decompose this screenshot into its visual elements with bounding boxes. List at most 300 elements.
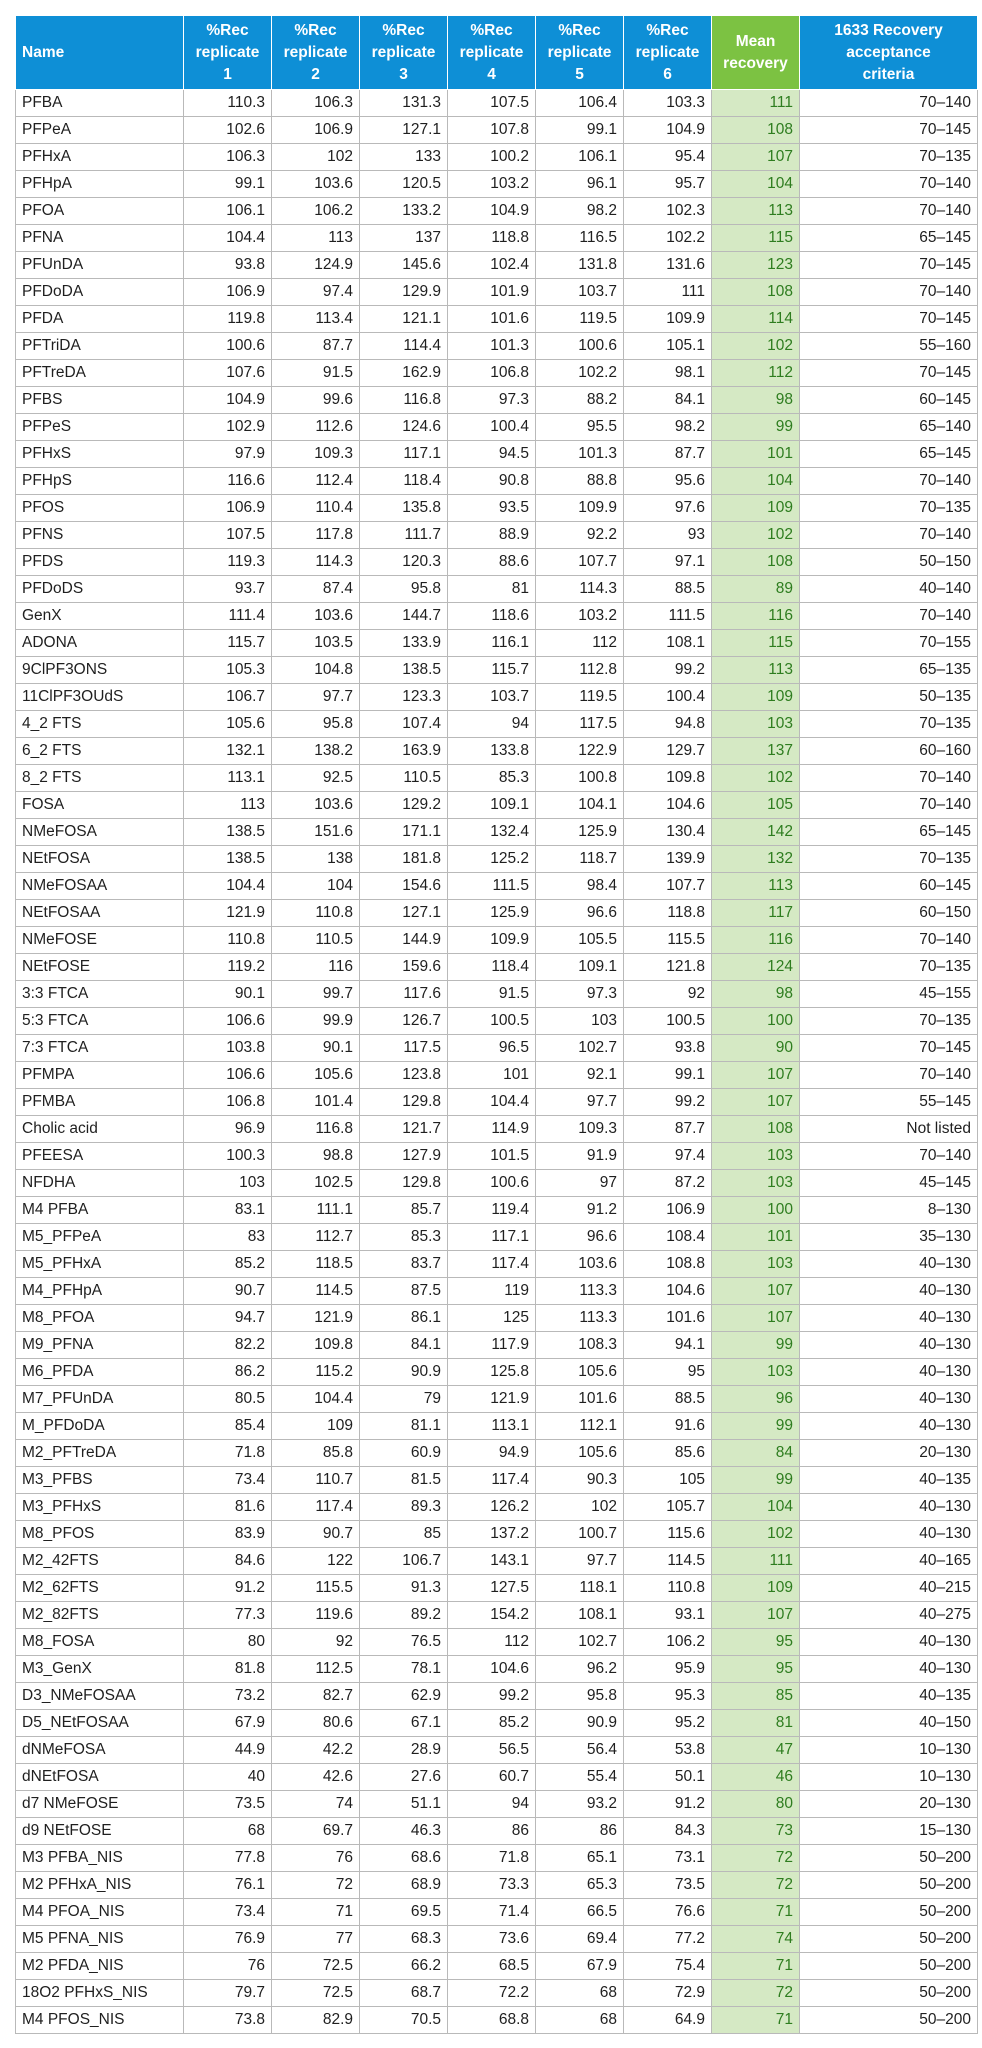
cell-rep-1: 97.9: [184, 441, 272, 468]
cell-rep-4: 154.2: [448, 1602, 536, 1629]
cell-rep-6: 115.6: [624, 1521, 712, 1548]
cell-rep-4: 107.8: [448, 117, 536, 144]
cell-mean-recovery: 115: [712, 630, 800, 657]
cell-rep-1: 83: [184, 1224, 272, 1251]
cell-rep-3: 62.9: [360, 1683, 448, 1710]
cell-acceptance-criteria: 55–145: [800, 1089, 978, 1116]
cell-rep-2: 151.6: [272, 819, 360, 846]
cell-rep-4: 118.6: [448, 603, 536, 630]
cell-rep-5: 105.6: [536, 1440, 624, 1467]
cell-name: M4 PFOA_NIS: [16, 1899, 184, 1926]
cell-rep-1: 138.5: [184, 819, 272, 846]
cell-rep-5: 107.7: [536, 549, 624, 576]
cell-rep-2: 99.7: [272, 981, 360, 1008]
cell-mean-recovery: 71: [712, 1899, 800, 1926]
cell-mean-recovery: 103: [712, 711, 800, 738]
cell-rep-6: 108.1: [624, 630, 712, 657]
cell-rep-2: 42.6: [272, 1764, 360, 1791]
cell-rep-6: 104.6: [624, 1278, 712, 1305]
cell-mean-recovery: 113: [712, 873, 800, 900]
cell-rep-3: 154.6: [360, 873, 448, 900]
cell-rep-1: 107.6: [184, 360, 272, 387]
cell-rep-4: 117.9: [448, 1332, 536, 1359]
cell-rep-6: 94.1: [624, 1332, 712, 1359]
table-row: [16, 333, 978, 360]
cell-acceptance-criteria: 70–140: [800, 1143, 978, 1170]
cell-rep-5: 117.5: [536, 711, 624, 738]
cell-rep-3: 129.8: [360, 1170, 448, 1197]
cell-rep-5: 109.9: [536, 495, 624, 522]
cell-rep-4: 85.2: [448, 1710, 536, 1737]
cell-mean-recovery: 99: [712, 1467, 800, 1494]
cell-acceptance-criteria: 40–130: [800, 1359, 978, 1386]
cell-rep-1: 102.9: [184, 414, 272, 441]
cell-rep-6: 95.4: [624, 144, 712, 171]
cell-rep-3: 68.7: [360, 1980, 448, 2007]
cell-rep-3: 159.6: [360, 954, 448, 981]
cell-rep-5: 95.5: [536, 414, 624, 441]
table-row: [16, 1899, 978, 1926]
cell-name: M3_PFHxS: [16, 1494, 184, 1521]
cell-name: 18O2 PFHxS_NIS: [16, 1980, 184, 2007]
table-row: [16, 1953, 978, 1980]
cell-rep-1: 103: [184, 1170, 272, 1197]
cell-acceptance-criteria: 40–130: [800, 1494, 978, 1521]
cell-mean-recovery: 107: [712, 1062, 800, 1089]
cell-mean-recovery: 102: [712, 765, 800, 792]
cell-acceptance-criteria: Not listed: [800, 1116, 978, 1143]
cell-acceptance-criteria: 50–200: [800, 1872, 978, 1899]
cell-rep-1: 83.9: [184, 1521, 272, 1548]
header-line: %Rec: [558, 21, 601, 39]
cell-rep-6: 100.5: [624, 1008, 712, 1035]
cell-rep-6: 105: [624, 1467, 712, 1494]
table-row: [16, 927, 978, 954]
cell-rep-5: 86: [536, 1818, 624, 1845]
cell-acceptance-criteria: 50–135: [800, 684, 978, 711]
header-line: %Rec: [382, 21, 425, 39]
cell-rep-5: 113.3: [536, 1278, 624, 1305]
table-row: [16, 387, 978, 414]
cell-rep-5: 119.5: [536, 306, 624, 333]
cell-rep-3: 85.3: [360, 1224, 448, 1251]
table-row: [16, 279, 978, 306]
cell-name: M2_62FTS: [16, 1575, 184, 1602]
cell-rep-1: 99.1: [184, 171, 272, 198]
cell-rep-3: 129.2: [360, 792, 448, 819]
table-row: [16, 252, 978, 279]
cell-acceptance-criteria: 50–200: [800, 1899, 978, 1926]
cell-rep-6: 104.6: [624, 792, 712, 819]
cell-acceptance-criteria: 50–200: [800, 1845, 978, 1872]
cell-rep-3: 181.8: [360, 846, 448, 873]
cell-rep-6: 95: [624, 1359, 712, 1386]
cell-rep-6: 106.2: [624, 1629, 712, 1656]
cell-name: PFDoDA: [16, 279, 184, 306]
cell-mean-recovery: 102: [712, 1521, 800, 1548]
cell-rep-2: 87.4: [272, 576, 360, 603]
table-row: [16, 657, 978, 684]
table-row: [16, 1926, 978, 1953]
cell-rep-4: 71.8: [448, 1845, 536, 1872]
cell-name: PFEESA: [16, 1143, 184, 1170]
cell-rep-4: 56.5: [448, 1737, 536, 1764]
cell-rep-1: 104.4: [184, 873, 272, 900]
cell-rep-1: 93.7: [184, 576, 272, 603]
cell-rep-6: 111: [624, 279, 712, 306]
table-row: [16, 1737, 978, 1764]
table-row: [16, 1143, 978, 1170]
cell-name: M8_PFOA: [16, 1305, 184, 1332]
cell-name: PFNS: [16, 522, 184, 549]
table-row: [16, 1170, 978, 1197]
cell-rep-5: 103.7: [536, 279, 624, 306]
cell-name: NMeFOSA: [16, 819, 184, 846]
cell-rep-6: 50.1: [624, 1764, 712, 1791]
cell-rep-2: 104: [272, 873, 360, 900]
cell-name: dNMeFOSA: [16, 1737, 184, 1764]
cell-rep-5: 104.1: [536, 792, 624, 819]
cell-rep-4: 99.2: [448, 1683, 536, 1710]
cell-acceptance-criteria: 70–145: [800, 117, 978, 144]
header-line: 1633 Recovery: [834, 21, 943, 39]
cell-rep-5: 112: [536, 630, 624, 657]
cell-rep-5: 119.5: [536, 684, 624, 711]
header-line: 6: [663, 65, 672, 83]
cell-rep-5: 65.3: [536, 1872, 624, 1899]
header-row: [16, 16, 978, 90]
table-row: [16, 765, 978, 792]
cell-rep-2: 110.7: [272, 1467, 360, 1494]
cell-rep-3: 127.1: [360, 900, 448, 927]
cell-rep-6: 99.2: [624, 1089, 712, 1116]
cell-rep-2: 106.2: [272, 198, 360, 225]
cell-name: D3_NMeFOSAA: [16, 1683, 184, 1710]
cell-rep-5: 68: [536, 2007, 624, 2034]
cell-rep-1: 106.1: [184, 198, 272, 225]
table-row: [16, 1305, 978, 1332]
table-row: [16, 1062, 978, 1089]
cell-name: M5_PFPeA: [16, 1224, 184, 1251]
cell-mean-recovery: 107: [712, 1278, 800, 1305]
cell-rep-4: 118.4: [448, 954, 536, 981]
cell-acceptance-criteria: 40–130: [800, 1413, 978, 1440]
cell-mean-recovery: 96: [712, 1386, 800, 1413]
cell-rep-2: 112.4: [272, 468, 360, 495]
cell-rep-2: 113: [272, 225, 360, 252]
header-line: replicate: [459, 43, 524, 61]
cell-rep-5: 102.7: [536, 1035, 624, 1062]
cell-acceptance-criteria: 55–160: [800, 333, 978, 360]
cell-rep-5: 99.1: [536, 117, 624, 144]
cell-rep-2: 74: [272, 1791, 360, 1818]
cell-rep-2: 116: [272, 954, 360, 981]
cell-rep-3: 144.9: [360, 927, 448, 954]
cell-rep-4: 126.2: [448, 1494, 536, 1521]
cell-rep-3: 60.9: [360, 1440, 448, 1467]
cell-acceptance-criteria: 70–140: [800, 927, 978, 954]
cell-rep-6: 88.5: [624, 1386, 712, 1413]
cell-rep-5: 102.2: [536, 360, 624, 387]
cell-rep-2: 72: [272, 1872, 360, 1899]
cell-rep-5: 102: [536, 1494, 624, 1521]
cell-rep-3: 171.1: [360, 819, 448, 846]
cell-rep-2: 112.5: [272, 1656, 360, 1683]
cell-name: PFOS: [16, 495, 184, 522]
cell-name: M4 PFBA: [16, 1197, 184, 1224]
cell-rep-2: 80.6: [272, 1710, 360, 1737]
cell-rep-3: 66.2: [360, 1953, 448, 1980]
table-row: [16, 873, 978, 900]
cell-rep-5: 108.3: [536, 1332, 624, 1359]
cell-rep-3: 87.5: [360, 1278, 448, 1305]
cell-rep-5: 125.9: [536, 819, 624, 846]
cell-rep-1: 93.8: [184, 252, 272, 279]
cell-rep-1: 86.2: [184, 1359, 272, 1386]
cell-rep-5: 112.1: [536, 1413, 624, 1440]
cell-rep-5: 100.6: [536, 333, 624, 360]
cell-rep-5: 96.6: [536, 900, 624, 927]
cell-rep-5: 100.8: [536, 765, 624, 792]
cell-acceptance-criteria: 70–145: [800, 1035, 978, 1062]
cell-acceptance-criteria: 20–130: [800, 1440, 978, 1467]
cell-rep-5: 65.1: [536, 1845, 624, 1872]
cell-mean-recovery: 90: [712, 1035, 800, 1062]
cell-mean-recovery: 102: [712, 522, 800, 549]
cell-rep-1: 102.6: [184, 117, 272, 144]
cell-rep-3: 133.9: [360, 630, 448, 657]
cell-acceptance-criteria: 70–135: [800, 711, 978, 738]
cell-rep-4: 68.5: [448, 1953, 536, 1980]
cell-mean-recovery: 102: [712, 333, 800, 360]
cell-name: PFTriDA: [16, 333, 184, 360]
cell-name: 3:3 FTCA: [16, 981, 184, 1008]
cell-name: 7:3 FTCA: [16, 1035, 184, 1062]
cell-rep-6: 95.7: [624, 171, 712, 198]
cell-acceptance-criteria: 70–135: [800, 846, 978, 873]
cell-rep-4: 118.8: [448, 225, 536, 252]
cell-rep-2: 85.8: [272, 1440, 360, 1467]
cell-rep-2: 138.2: [272, 738, 360, 765]
cell-rep-6: 84.1: [624, 387, 712, 414]
cell-acceptance-criteria: 65–145: [800, 225, 978, 252]
table-row: [16, 90, 978, 117]
cell-rep-2: 92.5: [272, 765, 360, 792]
cell-rep-3: 68.9: [360, 1872, 448, 1899]
cell-mean-recovery: 103: [712, 1359, 800, 1386]
cell-rep-2: 106.9: [272, 117, 360, 144]
table-row: [16, 1656, 978, 1683]
cell-rep-5: 88.8: [536, 468, 624, 495]
header-line: replicate: [371, 43, 436, 61]
cell-rep-5: 100.7: [536, 1521, 624, 1548]
cell-rep-2: 138: [272, 846, 360, 873]
cell-rep-2: 109.8: [272, 1332, 360, 1359]
cell-rep-3: 68.6: [360, 1845, 448, 1872]
cell-rep-6: 129.7: [624, 738, 712, 765]
cell-name: PFPeS: [16, 414, 184, 441]
table-row: [16, 468, 978, 495]
cell-rep-4: 97.3: [448, 387, 536, 414]
cell-rep-3: 89.3: [360, 1494, 448, 1521]
recovery-table: [15, 15, 978, 2034]
cell-rep-2: 103.6: [272, 603, 360, 630]
cell-rep-4: 125.2: [448, 846, 536, 873]
cell-name: M2_PFTreDA: [16, 1440, 184, 1467]
cell-rep-1: 105.3: [184, 657, 272, 684]
cell-rep-1: 76.9: [184, 1926, 272, 1953]
cell-mean-recovery: 99: [712, 414, 800, 441]
table-row: [16, 954, 978, 981]
cell-acceptance-criteria: 70–140: [800, 198, 978, 225]
cell-rep-4: 90.8: [448, 468, 536, 495]
cell-mean-recovery: 114: [712, 306, 800, 333]
cell-rep-6: 118.8: [624, 900, 712, 927]
cell-rep-6: 95.3: [624, 1683, 712, 1710]
cell-mean-recovery: 108: [712, 117, 800, 144]
cell-rep-1: 113.1: [184, 765, 272, 792]
cell-acceptance-criteria: 65–145: [800, 819, 978, 846]
cell-rep-3: 85: [360, 1521, 448, 1548]
cell-rep-5: 102.7: [536, 1629, 624, 1656]
cell-rep-3: 145.6: [360, 252, 448, 279]
cell-rep-6: 87.7: [624, 1116, 712, 1143]
table-row: [16, 495, 978, 522]
cell-rep-6: 121.8: [624, 954, 712, 981]
cell-rep-1: 76: [184, 1953, 272, 1980]
cell-rep-1: 106.9: [184, 279, 272, 306]
cell-rep-5: 109.3: [536, 1116, 624, 1143]
cell-rep-3: 69.5: [360, 1899, 448, 1926]
cell-rep-2: 104.8: [272, 657, 360, 684]
cell-acceptance-criteria: 40–215: [800, 1575, 978, 1602]
cell-rep-1: 115.7: [184, 630, 272, 657]
cell-rep-4: 73.3: [448, 1872, 536, 1899]
cell-acceptance-criteria: 40–130: [800, 1305, 978, 1332]
cell-rep-6: 94.8: [624, 711, 712, 738]
table-row: [16, 225, 978, 252]
cell-rep-4: 101.6: [448, 306, 536, 333]
cell-rep-2: 103.5: [272, 630, 360, 657]
cell-acceptance-criteria: 10–130: [800, 1764, 978, 1791]
cell-rep-6: 108.4: [624, 1224, 712, 1251]
table-row: [16, 1332, 978, 1359]
cell-name: M5_PFHxA: [16, 1251, 184, 1278]
table-row: [16, 981, 978, 1008]
cell-rep-2: 117.8: [272, 522, 360, 549]
cell-rep-1: 81.8: [184, 1656, 272, 1683]
table-row: [16, 684, 978, 711]
cell-rep-6: 53.8: [624, 1737, 712, 1764]
cell-rep-6: 88.5: [624, 576, 712, 603]
cell-acceptance-criteria: 50–200: [800, 1926, 978, 1953]
cell-rep-2: 106.3: [272, 90, 360, 117]
cell-mean-recovery: 99: [712, 1332, 800, 1359]
cell-mean-recovery: 137: [712, 738, 800, 765]
cell-mean-recovery: 108: [712, 1116, 800, 1143]
cell-rep-1: 107.5: [184, 522, 272, 549]
cell-rep-6: 98.2: [624, 414, 712, 441]
cell-name: M3_PFBS: [16, 1467, 184, 1494]
cell-rep-6: 114.5: [624, 1548, 712, 1575]
cell-rep-4: 117.4: [448, 1251, 536, 1278]
cell-rep-3: 124.6: [360, 414, 448, 441]
cell-rep-4: 106.8: [448, 360, 536, 387]
cell-mean-recovery: 103: [712, 1170, 800, 1197]
header-line: %Rec: [206, 21, 249, 39]
recovery-table-container: [15, 15, 971, 2034]
table-row: [16, 1116, 978, 1143]
cell-rep-4: 93.5: [448, 495, 536, 522]
cell-rep-3: 83.7: [360, 1251, 448, 1278]
table-row: [16, 2007, 978, 2034]
cell-rep-1: 77.3: [184, 1602, 272, 1629]
cell-rep-4: 100.2: [448, 144, 536, 171]
cell-rep-4: 116.1: [448, 630, 536, 657]
table-row: [16, 1818, 978, 1845]
table-row: [16, 1602, 978, 1629]
header-line: 1: [223, 65, 232, 83]
cell-mean-recovery: 101: [712, 441, 800, 468]
cell-acceptance-criteria: 50–200: [800, 1953, 978, 1980]
cell-rep-3: 51.1: [360, 1791, 448, 1818]
cell-rep-2: 109: [272, 1413, 360, 1440]
cell-rep-2: 91.5: [272, 360, 360, 387]
cell-rep-5: 95.8: [536, 1683, 624, 1710]
cell-rep-1: 40: [184, 1764, 272, 1791]
cell-mean-recovery: 101: [712, 1224, 800, 1251]
cell-rep-4: 117.4: [448, 1467, 536, 1494]
cell-rep-4: 85.3: [448, 765, 536, 792]
cell-rep-2: 87.7: [272, 333, 360, 360]
cell-rep-3: 121.7: [360, 1116, 448, 1143]
cell-rep-1: 106.6: [184, 1008, 272, 1035]
cell-rep-5: 93.2: [536, 1791, 624, 1818]
cell-mean-recovery: 104: [712, 171, 800, 198]
cell-rep-4: 137.2: [448, 1521, 536, 1548]
cell-rep-4: 101.5: [448, 1143, 536, 1170]
cell-rep-3: 70.5: [360, 2007, 448, 2034]
cell-rep-3: 85.7: [360, 1197, 448, 1224]
cell-rep-2: 110.8: [272, 900, 360, 927]
cell-rep-4: 103.7: [448, 684, 536, 711]
cell-rep-1: 138.5: [184, 846, 272, 873]
cell-mean-recovery: 85: [712, 1683, 800, 1710]
cell-rep-5: 105.6: [536, 1359, 624, 1386]
cell-rep-1: 80.5: [184, 1386, 272, 1413]
cell-rep-1: 119.3: [184, 549, 272, 576]
cell-rep-1: 106.3: [184, 144, 272, 171]
cell-name: M2 PFHxA_NIS: [16, 1872, 184, 1899]
cell-rep-2: 97.4: [272, 279, 360, 306]
table-row: [16, 441, 978, 468]
cell-rep-3: 137: [360, 225, 448, 252]
table-row: [16, 1791, 978, 1818]
cell-mean-recovery: 109: [712, 684, 800, 711]
cell-rep-5: 122.9: [536, 738, 624, 765]
cell-acceptance-criteria: 70–135: [800, 144, 978, 171]
cell-rep-6: 91.2: [624, 1791, 712, 1818]
cell-rep-1: 113: [184, 792, 272, 819]
cell-rep-3: 106.7: [360, 1548, 448, 1575]
cell-rep-6: 97.6: [624, 495, 712, 522]
cell-rep-6: 111.5: [624, 603, 712, 630]
cell-rep-2: 90.1: [272, 1035, 360, 1062]
cell-name: M5 PFNA_NIS: [16, 1926, 184, 1953]
cell-rep-2: 99.6: [272, 387, 360, 414]
cell-rep-3: 89.2: [360, 1602, 448, 1629]
cell-name: PFHpA: [16, 171, 184, 198]
